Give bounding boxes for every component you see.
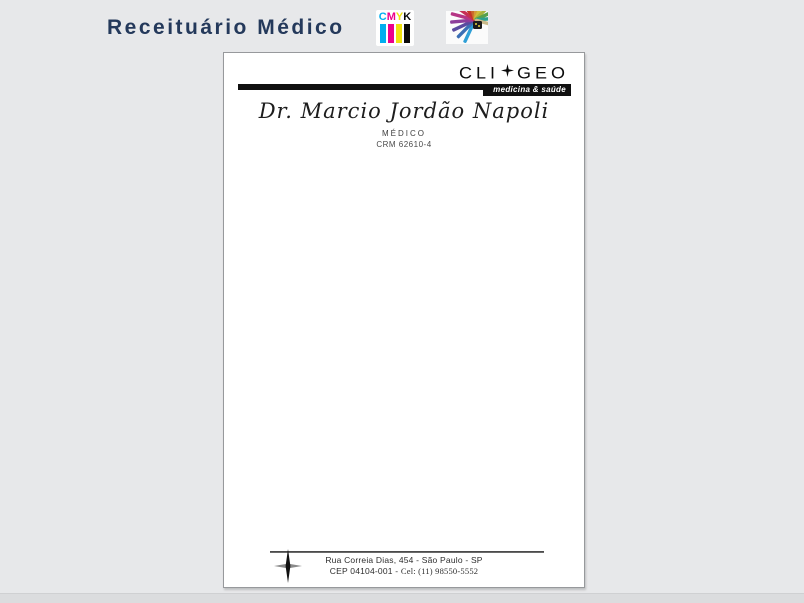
prescription-sheet: [223, 52, 585, 588]
cmyk-icon: [376, 10, 414, 46]
address-line1: Rua Correia Dias, 454 - São Paulo - SP: [325, 555, 483, 565]
brand-tagline: medicina & saúde: [483, 84, 571, 96]
cmyk-letter-c: C: [378, 11, 387, 23]
doctor-role: MÉDICO: [382, 129, 426, 138]
cmyk-letter-m: M: [386, 11, 396, 23]
address-line2: [224, 566, 584, 577]
doctor-name: Dr. Marcio Jordão Napoli: [258, 99, 550, 123]
page-title: Receituário Médico: [107, 16, 345, 39]
clinic-logo: [459, 63, 569, 84]
cmyk-bars: [380, 24, 410, 43]
color-swatch-fan-icon: [446, 11, 488, 44]
address-cep: CEP 04104-001 -: [329, 566, 401, 576]
doctor-crm: CRM 62610-4: [376, 140, 432, 149]
cmyk-letters: [379, 12, 411, 23]
cmyk-letter-k: K: [403, 11, 412, 23]
footer-divider: [270, 551, 544, 553]
bottom-band: [0, 593, 804, 603]
cmyk-letter-y: Y: [395, 11, 404, 23]
footer-address: [224, 555, 584, 577]
address-phone: Cel: (11) 98550-5552: [400, 566, 479, 576]
logo-text-geo: GEO: [516, 63, 569, 83]
logo-star-icon: [501, 64, 514, 82]
logo-text-cli: CLI: [458, 63, 499, 83]
